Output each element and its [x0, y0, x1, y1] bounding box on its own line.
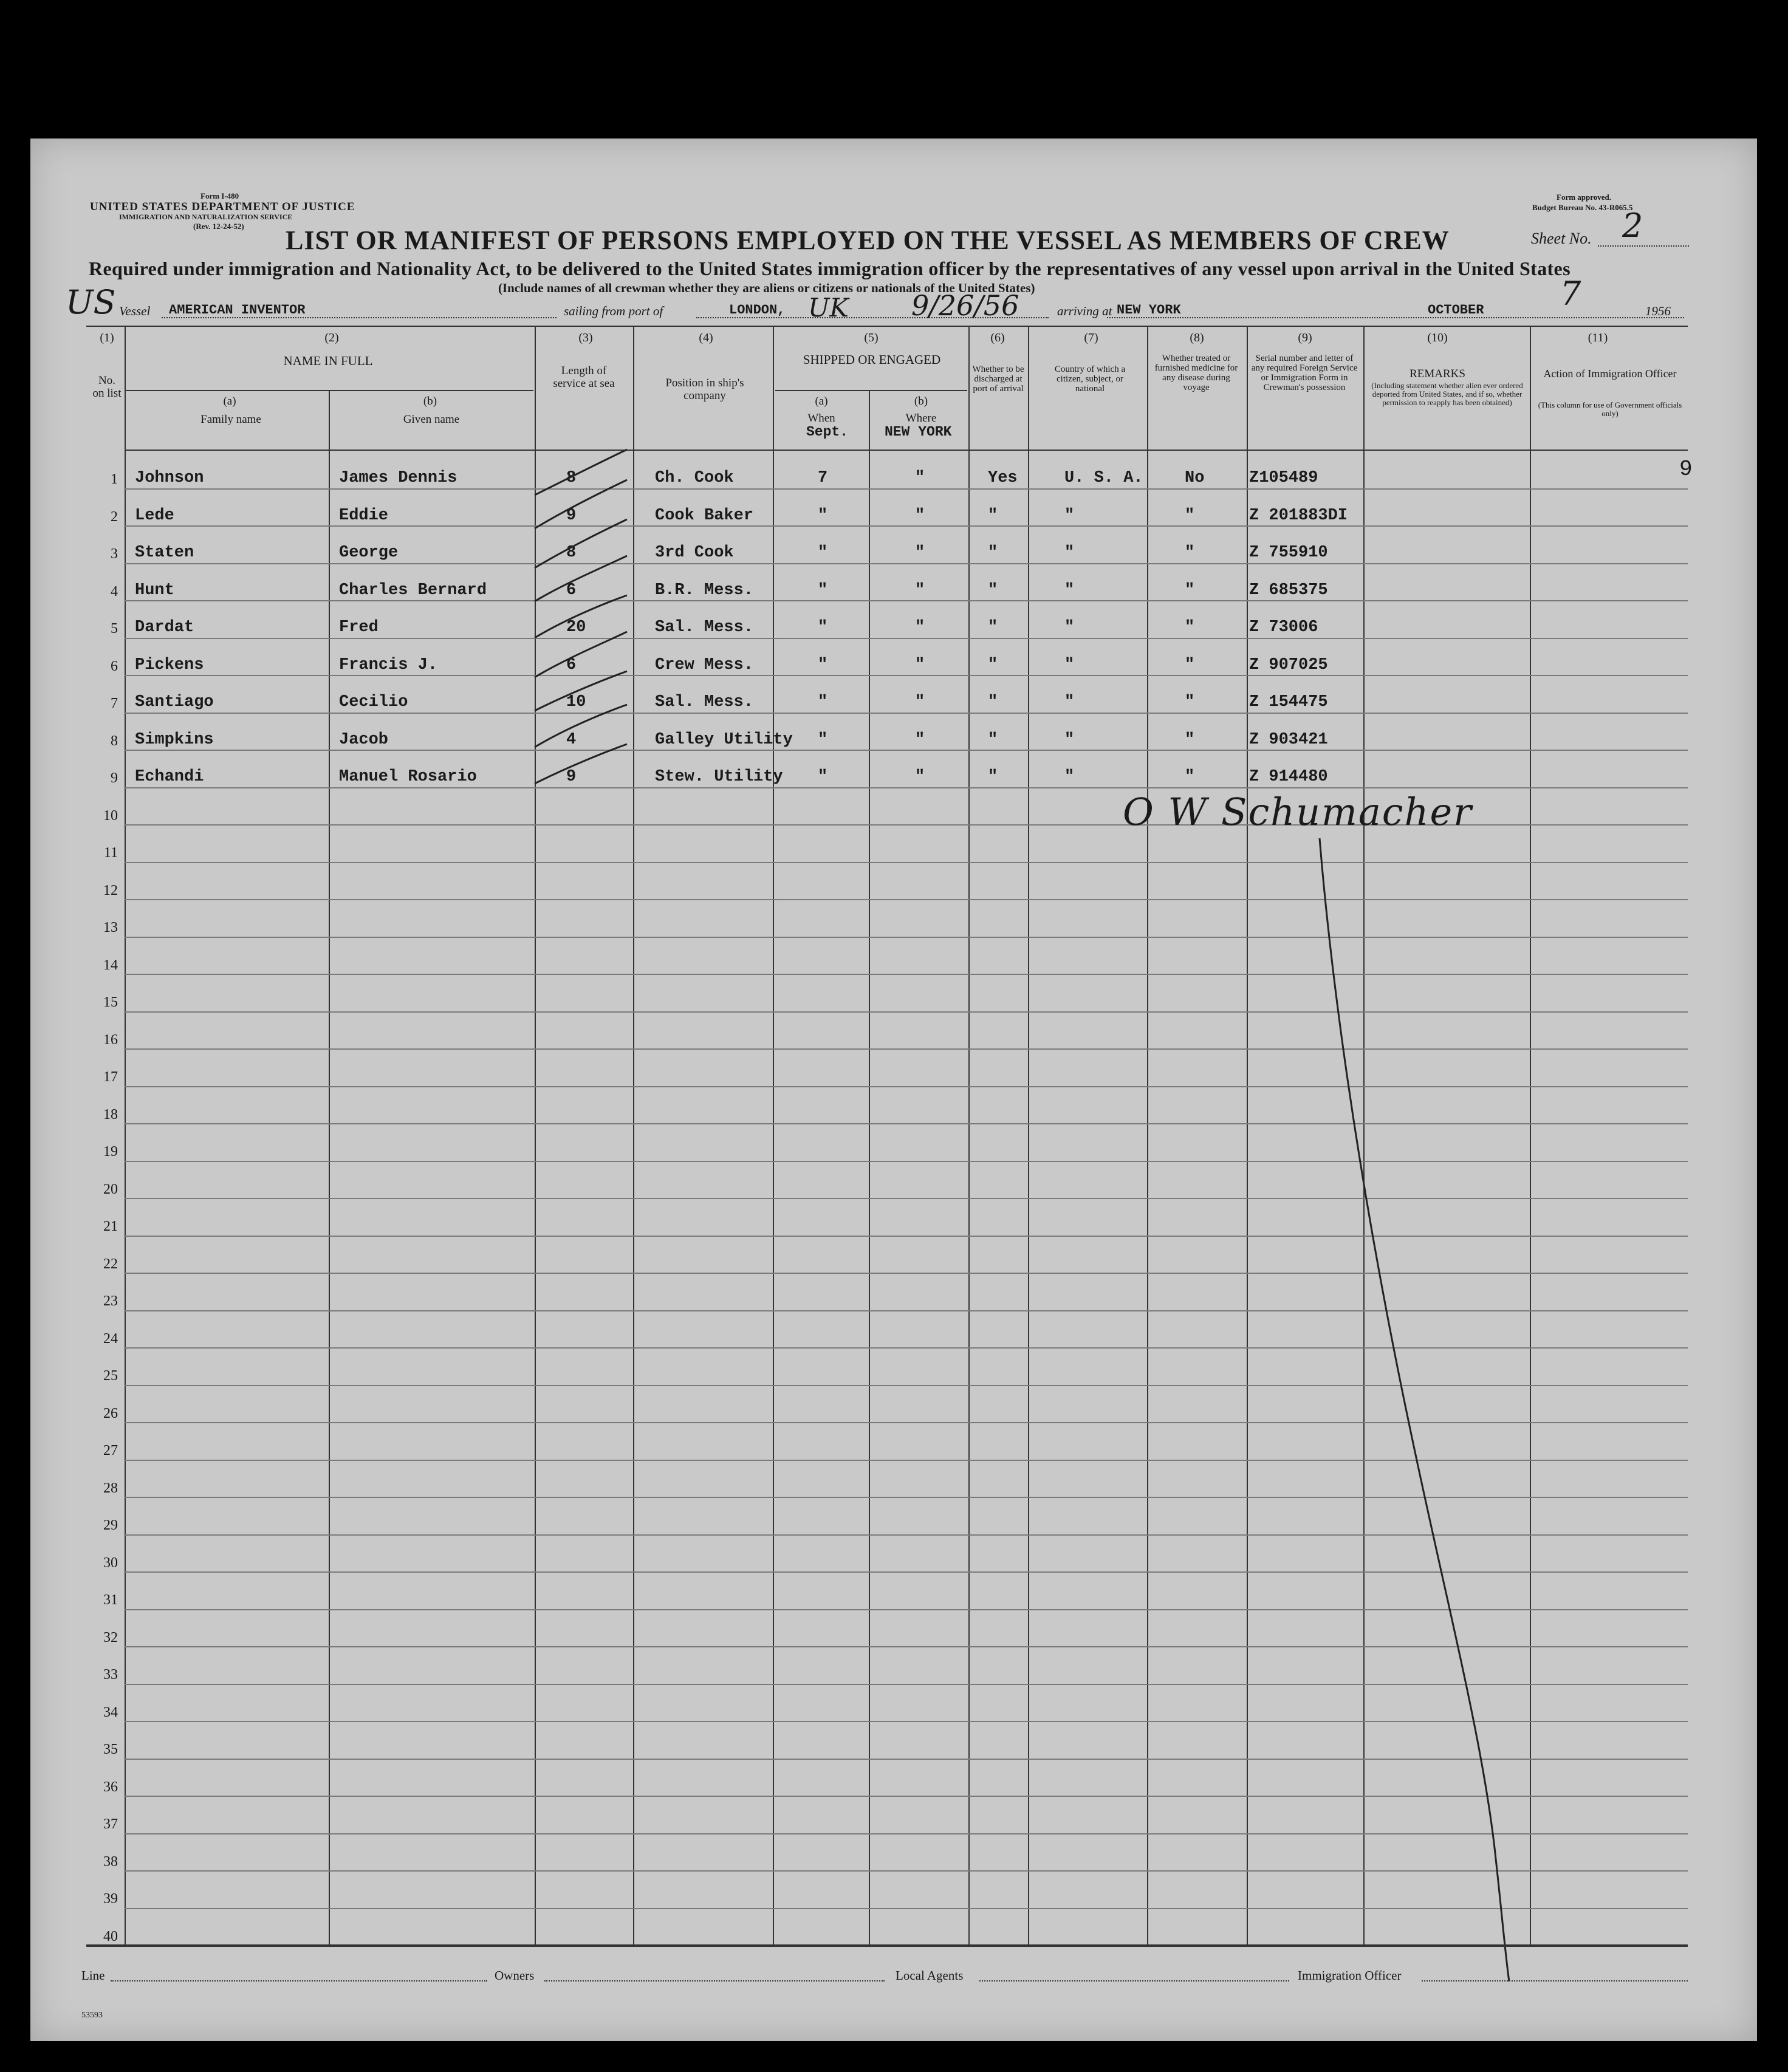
col6-number: (6) — [990, 331, 1005, 344]
row-number: 3 — [111, 546, 118, 562]
crew-service-length: 9 — [566, 506, 577, 525]
col11-note: (This column for use of Government officials only) — [1538, 400, 1682, 418]
row-number: 35 — [103, 1742, 118, 1757]
form-title: LIST OR MANIFEST OF PERSONS EMPLOYED ON THE VESSEL AS MEMBERS OF CREW — [286, 225, 1450, 255]
crew-given-name: Francis J. — [339, 655, 438, 674]
crew-given-name: Charles Bernard — [339, 581, 487, 600]
sailing-label: sailing from port of — [564, 304, 663, 318]
row-number: 7 — [111, 696, 118, 711]
crew-serial-number: Z 907025 — [1249, 655, 1328, 674]
form-approved: Form approved. — [1557, 193, 1612, 202]
row-number: 37 — [103, 1816, 118, 1832]
crew-shipped-when: " — [818, 581, 828, 600]
form-number: Form I-480 — [200, 191, 239, 200]
crew-family-name: Staten — [135, 544, 194, 562]
crew-position: B.R. Mess. — [655, 581, 754, 600]
crew-shipped-when: " — [818, 655, 828, 674]
crew-medicine: " — [1185, 581, 1195, 600]
row-number: 38 — [103, 1853, 118, 1870]
margin-count: 9 — [1679, 457, 1693, 482]
crew-serial-number: Z 685375 — [1249, 581, 1328, 600]
crew-shipped-where: " — [915, 618, 925, 637]
date-handwritten: 9/26/56 — [911, 289, 1019, 322]
crew-family-name: Pickens — [135, 655, 204, 674]
footer-officer-dots — [1422, 1980, 1688, 1981]
crew-discharge: " — [988, 693, 998, 711]
col3-heading: Length of service at sea — [553, 364, 615, 390]
service-strikes — [535, 450, 627, 784]
crew-family-name: Lede — [135, 506, 174, 525]
col2b-heading: Given name — [403, 413, 460, 426]
col8-heading: Whether treated or furnished medicine for any disease during voyage — [1154, 354, 1238, 392]
col7-number: (7) — [1084, 331, 1098, 344]
crew-discharge: " — [988, 506, 998, 525]
crew-medicine: " — [1185, 544, 1195, 562]
crew-country: " — [1064, 768, 1075, 786]
crew-discharge: " — [988, 618, 998, 637]
crew-country: " — [1064, 506, 1075, 525]
footer-owners-dots — [544, 1980, 885, 1981]
row-number: 20 — [103, 1181, 118, 1197]
crew-shipped-when: " — [818, 618, 828, 637]
required-text: Required under immigration and Nationality Act, to be delivered to the United States immigration officer by the representatives of any vessel upon arrival in the United States — [89, 258, 1570, 279]
footer-line-label: Line — [81, 1968, 105, 1983]
footer-agents-label: Local Agents — [896, 1968, 964, 1983]
crew-shipped-when: 7 — [818, 469, 828, 487]
crew-serial-number: Z 201883DI — [1249, 506, 1348, 525]
crew-serial-number: Z 154475 — [1249, 693, 1328, 711]
crew-serial-number: Z 755910 — [1249, 544, 1328, 562]
crew-shipped-when: " — [818, 730, 828, 749]
crew-medicine: " — [1185, 693, 1195, 711]
port-handwritten: UK — [808, 293, 849, 323]
crew-serial-number: Z 73006 — [1249, 618, 1318, 637]
row-number: 1 — [111, 471, 118, 487]
crew-discharge: " — [988, 730, 998, 749]
crew-position: Galley Utility — [655, 730, 793, 749]
crew-discharge: " — [988, 655, 998, 674]
strike-row-3 — [535, 519, 627, 568]
crew-shipped-where: " — [915, 581, 925, 600]
crew-family-name: Echandi — [135, 768, 204, 786]
row-number: 22 — [103, 1256, 118, 1272]
vessel-name: AMERICAN INVENTOR — [169, 303, 306, 318]
footer-line-dots — [111, 1980, 487, 1981]
crew-country: " — [1064, 655, 1075, 674]
col11-heading: Action of Immigration Officer — [1543, 368, 1677, 380]
crew-service-length: 4 — [566, 730, 577, 749]
crew-discharge: " — [988, 581, 998, 600]
strike-row-5 — [535, 595, 627, 638]
row-number: 31 — [103, 1592, 118, 1608]
crew-family-name: Dardat — [135, 618, 194, 637]
row-number: 40 — [103, 1928, 118, 1944]
crew-shipped-where: " — [915, 506, 925, 525]
crew-shipped-when: " — [818, 768, 828, 786]
col1-heading: No. on list — [92, 374, 122, 400]
col3-number: (3) — [578, 331, 593, 344]
strike-row-8 — [535, 705, 627, 747]
row-number: 32 — [103, 1629, 118, 1646]
crew-service-length: 8 — [566, 544, 577, 562]
row-number: 27 — [103, 1443, 118, 1458]
signature: O W Schumacher — [1123, 790, 1473, 834]
crew-medicine: " — [1185, 618, 1195, 637]
crew-service-length: 6 — [566, 581, 577, 600]
footer-officer-label: Immigration Officer — [1298, 1968, 1402, 1983]
crew-position: Sal. Mess. — [655, 618, 754, 637]
crew-shipped-where: " — [915, 469, 925, 487]
crew-given-name: George — [339, 544, 399, 562]
col10-note: (Including statement whether alien ever ordered deported from United States, and if so, whether permission to reapply has been obtained) — [1371, 381, 1523, 407]
col9-heading: Serial number and letter of any required Foreign Service or Immigration Form in Crewman's possession — [1251, 354, 1358, 392]
crew-shipped-where: " — [915, 544, 925, 562]
strike-row-7 — [535, 671, 627, 711]
row-number: 15 — [103, 994, 118, 1010]
crew-shipped-when: " — [818, 506, 828, 525]
crew-family-name: Santiago — [135, 693, 214, 711]
footer-agents-dots — [979, 1980, 1289, 1981]
col5a-heading: When — [807, 412, 835, 425]
col5-number: (5) — [864, 331, 879, 344]
crew-discharge: Yes — [988, 469, 1018, 487]
form-code: 53593 — [81, 2011, 103, 2020]
strike-row-4 — [535, 556, 627, 601]
row-number: 23 — [103, 1293, 118, 1309]
col6-heading: Whether to be discharged at port of arrival — [972, 364, 1024, 394]
crew-serial-number: Z 903421 — [1249, 730, 1328, 749]
crew-country: " — [1064, 693, 1075, 711]
col7-heading: Country of which a citizen, subject, or national — [1054, 364, 1126, 394]
crew-position: Cook Baker — [655, 506, 754, 525]
crew-medicine: " — [1185, 730, 1195, 749]
row-number: 11 — [103, 845, 118, 861]
col10-number: (10) — [1427, 331, 1448, 344]
col2b-letter: (b) — [423, 395, 437, 408]
col5a-value: Sept. — [806, 424, 849, 440]
crew-service-length: 20 — [566, 618, 586, 637]
row-number: 19 — [103, 1144, 118, 1160]
row-number: 6 — [111, 658, 118, 674]
row-number: 36 — [103, 1779, 118, 1795]
crew-country: " — [1064, 544, 1075, 562]
crew-given-name: James Dennis — [339, 469, 457, 487]
row-number: 26 — [103, 1405, 118, 1421]
col5a-letter: (a) — [815, 395, 828, 408]
col5b-heading: Where — [905, 412, 937, 425]
budget-bureau: Budget Bureau No. 43-R065.5 — [1532, 203, 1633, 212]
crew-medicine: No — [1185, 469, 1205, 487]
col5-heading: SHIPPED OR ENGAGED — [803, 352, 941, 367]
crew-discharge: " — [988, 544, 998, 562]
col8-number: (8) — [1190, 331, 1204, 344]
crew-shipped-where: " — [915, 768, 925, 786]
row-number: 24 — [103, 1330, 118, 1347]
vessel-label: Vessel — [119, 304, 151, 318]
strike-row-6 — [535, 632, 627, 677]
row-number: 5 — [111, 621, 118, 637]
arrival-month: OCTOBER — [1428, 303, 1484, 318]
col2a-letter: (a) — [223, 395, 236, 408]
col1-number: (1) — [100, 331, 114, 344]
crew-position: Sal. Mess. — [655, 693, 754, 711]
col11-number: (11) — [1588, 331, 1608, 344]
row-number: 12 — [103, 882, 118, 898]
col4-number: (4) — [699, 331, 713, 344]
arrival-year: 1956 — [1645, 304, 1671, 318]
vessel-prefix: US — [66, 283, 116, 321]
col2-heading: NAME IN FULL — [283, 354, 373, 368]
row-number: 30 — [103, 1554, 118, 1571]
col10-heading: REMARKS — [1410, 368, 1465, 380]
include-note: (Include names of all crewman whether they are aliens or citizens or nationals of the United States) — [498, 281, 1035, 295]
row-number: 25 — [103, 1368, 118, 1384]
col2-number: (2) — [324, 331, 339, 344]
footer-owners-label: Owners — [495, 1968, 535, 1983]
row-number: 21 — [103, 1219, 118, 1234]
crew-given-name: Fred — [339, 618, 378, 637]
row-number: 10 — [103, 807, 118, 824]
crew-service-length: 6 — [566, 655, 577, 674]
row-number: 29 — [103, 1517, 118, 1533]
row-number: 17 — [103, 1069, 118, 1085]
crew-position: Stew. Utility — [655, 768, 783, 786]
sheet-label: Sheet No. — [1531, 230, 1592, 247]
row-number: 39 — [103, 1891, 118, 1907]
crew-shipped-where: " — [915, 730, 925, 749]
row-number: 8 — [111, 733, 118, 749]
crew-medicine: " — [1185, 506, 1195, 525]
crew-medicine: " — [1185, 768, 1195, 786]
row-number: 13 — [103, 920, 118, 935]
row-number: 18 — [103, 1106, 118, 1123]
table-bottom-line — [86, 1944, 1688, 1947]
revision: (Rev. 12-24-52) — [193, 222, 244, 231]
row-number: 28 — [103, 1480, 118, 1496]
crew-family-name: Johnson — [135, 469, 204, 487]
crew-shipped-when: " — [818, 693, 828, 711]
row-number: 33 — [103, 1667, 118, 1683]
crew-family-name: Simpkins — [135, 730, 214, 749]
row-number: 9 — [111, 770, 118, 786]
service: IMMIGRATION AND NATURALIZATION SERVICE — [119, 213, 293, 221]
row-number: 34 — [103, 1704, 118, 1720]
arrival-day: 7 — [1560, 275, 1581, 313]
crew-position: Ch. Cook — [655, 469, 734, 487]
port: LONDON, — [729, 303, 786, 318]
crew-family-name: Hunt — [135, 581, 174, 600]
crew-medicine: " — [1185, 655, 1195, 674]
crew-given-name: Cecilio — [339, 693, 408, 711]
row-number: 16 — [103, 1031, 118, 1048]
crew-shipped-where: " — [915, 693, 925, 711]
department: UNITED STATES DEPARTMENT OF JUSTICE — [90, 200, 355, 213]
strike-row-9 — [535, 744, 627, 784]
row-number: 14 — [103, 957, 118, 973]
sheet-number: 2 — [1622, 207, 1643, 245]
arriving-label: arriving at — [1057, 304, 1112, 318]
col2a-heading: Family name — [200, 413, 261, 426]
col5b-letter: (b) — [914, 395, 928, 408]
crew-given-name: Manuel Rosario — [339, 768, 477, 786]
col9-number: (9) — [1298, 331, 1312, 344]
crew-service-length: 9 — [566, 768, 577, 786]
col5b-value: NEW YORK — [885, 424, 952, 440]
crew-position: 3rd Cook — [655, 544, 734, 562]
crew-country: U. S. A. — [1064, 469, 1143, 487]
strike-row-1 — [535, 450, 627, 495]
crew-given-name: Eddie — [339, 506, 389, 525]
crew-shipped-where: " — [915, 655, 925, 674]
row-number: 4 — [111, 583, 118, 600]
row-number: 2 — [111, 508, 118, 525]
crew-given-name: Jacob — [339, 730, 389, 749]
crew-country: " — [1064, 618, 1075, 637]
col4-heading: Position in ship's company — [665, 377, 744, 402]
crew-country: " — [1064, 730, 1075, 749]
crew-position: Crew Mess. — [655, 655, 754, 674]
crew-service-length: 8 — [566, 469, 577, 487]
crew-serial-number: Z105489 — [1249, 469, 1318, 487]
crew-shipped-when: " — [818, 544, 828, 562]
crew-serial-number: Z 914480 — [1249, 768, 1328, 786]
crew-service-length: 10 — [566, 693, 586, 711]
arriving-port: NEW YORK — [1117, 303, 1181, 318]
crew-discharge: " — [988, 768, 998, 786]
signature-tail-line — [1320, 838, 1509, 1981]
crew-country: " — [1064, 581, 1075, 600]
